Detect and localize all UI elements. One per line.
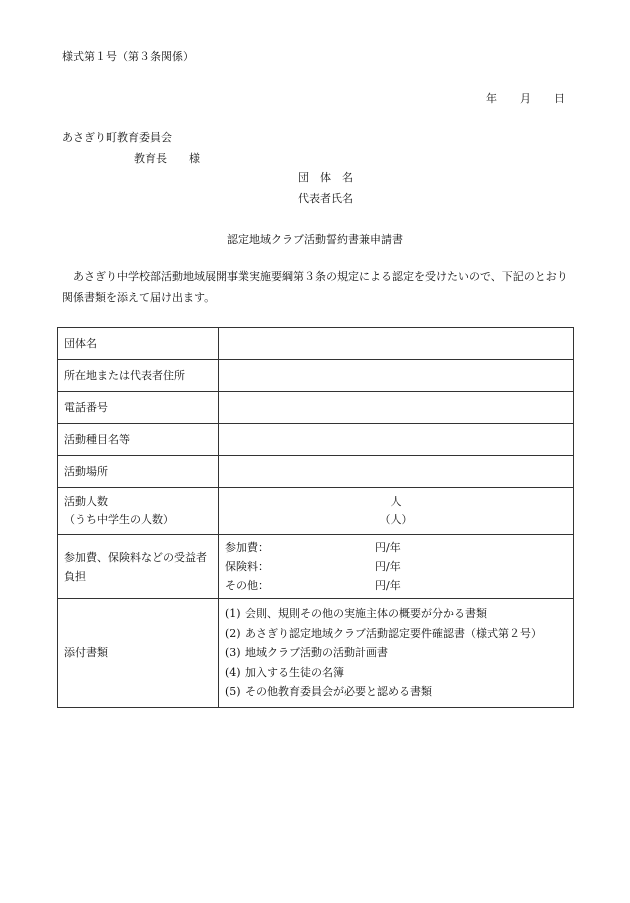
fee-line-participation xyxy=(225,538,567,557)
fees-label: 参加費、保険料などの受益者負担 xyxy=(58,535,219,599)
row-label: 活動場所 xyxy=(58,456,219,488)
fee-unit: 円/年 xyxy=(375,560,401,573)
item-number: (2) xyxy=(225,626,241,640)
addressee-superintendent: 教育長 様 xyxy=(134,152,200,165)
table-row xyxy=(58,328,574,360)
intro-paragraph: あさぎり中学校部活動地域展開事業実施要綱第３条の規定による認定を受けたいので、下記のとおり関係書類を添えて届け出ます。 xyxy=(62,270,568,304)
row-label: 電話番号 xyxy=(58,392,219,424)
item-text: その他教育委員会が必要と認める書類 xyxy=(245,685,432,699)
table-row xyxy=(58,392,574,424)
fee-name: 参加費： xyxy=(225,541,269,554)
members-unit: 人 xyxy=(390,495,402,508)
list-item xyxy=(225,643,567,663)
document-title: 認定地域クラブ活動誓約書兼申請書 xyxy=(227,233,403,246)
item-number: (4) xyxy=(225,665,241,679)
item-number: (5) xyxy=(225,685,241,699)
phone-field[interactable] xyxy=(219,392,574,424)
applicant-org-label: 団 体 名 xyxy=(298,171,353,184)
org-name-field[interactable] xyxy=(219,328,574,360)
attachments-list xyxy=(219,599,574,708)
table-row xyxy=(58,535,574,599)
item-number: (1) xyxy=(225,607,241,621)
list-item xyxy=(225,682,567,702)
activity-type-field[interactable] xyxy=(219,424,574,456)
activity-place-field[interactable] xyxy=(219,456,574,488)
date-year: 年 xyxy=(486,92,497,105)
item-text: あさぎり認定地域クラブ活動認定要件確認書（様式第２号） xyxy=(245,626,542,640)
table-row xyxy=(58,424,574,456)
row-label: 所在地または代表者住所 xyxy=(58,360,219,392)
fee-unit: 円/年 xyxy=(375,579,401,592)
fee-line-other xyxy=(225,576,567,595)
fee-name: その他： xyxy=(225,579,269,592)
fee-line-insurance xyxy=(225,557,567,576)
application-form-table xyxy=(57,327,574,708)
table-row xyxy=(58,488,574,535)
table-row xyxy=(58,599,574,708)
list-item xyxy=(225,604,567,624)
list-item xyxy=(225,663,567,683)
item-text: 加入する生徒の名簿 xyxy=(245,665,344,679)
fee-name: 保険料： xyxy=(225,560,269,573)
fees-field[interactable] xyxy=(219,535,574,599)
item-text: 会則、規則その他の実施主体の概要が分かる書類 xyxy=(245,607,487,621)
item-text: 地域クラブ活動の活動計画書 xyxy=(245,646,388,660)
table-row xyxy=(58,360,574,392)
table-row xyxy=(58,456,574,488)
members-field[interactable] xyxy=(219,488,574,535)
list-item xyxy=(225,624,567,644)
members-label-cell xyxy=(58,488,219,535)
row-label: 活動種目名等 xyxy=(58,424,219,456)
applicant-rep-label: 代表者氏名 xyxy=(298,192,353,205)
addressee-board: あさぎり町教育委員会 xyxy=(62,131,172,144)
members-label: 活動人数 xyxy=(64,495,108,508)
form-number: 様式第１号（第３条関係） xyxy=(62,50,194,63)
item-number: (3) xyxy=(225,646,241,660)
fee-unit: 円/年 xyxy=(375,541,401,554)
members-sub-label: （うち中学生の人数） xyxy=(64,513,174,526)
date-month: 月 xyxy=(520,92,531,105)
row-label: 団体名 xyxy=(58,328,219,360)
members-sub-unit: （人） xyxy=(379,513,413,526)
address-field[interactable] xyxy=(219,360,574,392)
date-line xyxy=(486,92,565,106)
attachments-label: 添付書類 xyxy=(58,599,219,708)
date-day: 日 xyxy=(554,92,565,105)
